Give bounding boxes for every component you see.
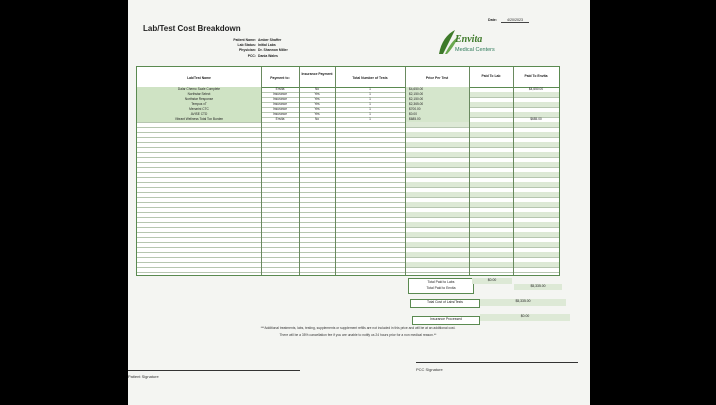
table-cell-insurance: No [314, 87, 320, 91]
date-label: Date: [488, 18, 497, 22]
table-cell-name: Vibrant Wellness Total Tox Burden [137, 117, 261, 122]
total-cost-label: Total Cost of Labs/Tests [410, 299, 480, 308]
header-lab-test-name: Lab/Test Name [187, 76, 211, 80]
column-divider [405, 67, 406, 275]
table-cell-paid-envita: $685.00 [530, 117, 542, 121]
table-cell-insurance: Yes [314, 92, 320, 96]
pcc-row: PCC: Dania Wales [247, 53, 278, 58]
total-paid-to-labs-label: Total Paid to Labs [427, 280, 455, 284]
table-cell-tests: 1 [369, 97, 371, 101]
physician-row: Physician: Dr. Shannon Miller [239, 48, 288, 53]
table-cell-name: Dalar Chemo Scale Complete [137, 87, 261, 92]
document-page [128, 0, 590, 405]
table-cell-price: $0.00 [405, 112, 469, 117]
header-paid-to-envita: Paid To Envita [524, 74, 548, 78]
patient-signature-line [128, 370, 300, 371]
date-value: 4/20/2023 [501, 18, 529, 23]
table-cell-tests: 1 [369, 107, 371, 111]
table-cell-payment: Insurance [273, 102, 287, 106]
table-cell-price: $4,650.00 [405, 87, 469, 92]
total-paid-to-envita-value: $5,335.00 [514, 284, 562, 290]
total-cost-value: $5,335.00 [480, 299, 566, 306]
table-cell-insurance: Yes [314, 112, 320, 116]
table-cell-price: $685.00 [405, 117, 469, 122]
table-cell-price: $2,150.00 [405, 92, 469, 97]
lab-status-row: Lab Status: Initial Labs [237, 43, 276, 48]
table-cell-tests: 1 [369, 117, 371, 121]
table-cell-name: Northstar Select [137, 92, 261, 97]
table-cell-payment: Insurance [273, 97, 287, 101]
pcc-signature-label: PCC Signature [416, 367, 443, 372]
header-price-per-test: Price Per Test [425, 76, 449, 80]
header-paid-to-lab: Paid To Lab [481, 74, 501, 78]
footnote-line-2: There will be a 35% cancellation fee if you are unable to notify us 24 hours prior for a non medical reason.** [279, 333, 437, 337]
table-cell-insurance: Yes [314, 97, 320, 101]
patient-name-row: Patient Name: Amber Shaffer [233, 38, 282, 42]
total-paid-to-envita-label: Total Paid to Envita [426, 286, 456, 290]
header-insurance-payment: Insurance Payment [301, 72, 333, 76]
cost-table [136, 66, 560, 276]
table-cell-tests: 1 [369, 92, 371, 96]
footnote [188, 325, 528, 339]
table-cell-tests: 1 [369, 87, 371, 91]
table-cell-price: $700.00 [405, 107, 469, 112]
total-paid-to-labs-value: $0.00 [472, 278, 512, 284]
column-divider [335, 67, 336, 275]
column-divider [469, 67, 470, 275]
column-divider [261, 67, 262, 275]
logo-wordmark: Envita [455, 34, 483, 45]
logo-subtitle: Medical Centers [455, 47, 495, 53]
header-total-tests: Total Number of Tests [352, 76, 388, 80]
table-cell-name: AVISE CTD [137, 112, 261, 117]
patient-signature-label: Patient Signature [128, 374, 159, 379]
insurance-processed-label: Insurance Processed [412, 316, 480, 325]
insurance-processed-value: $0.00 [480, 314, 570, 321]
table-cell-price: $2,150.00 [405, 97, 469, 102]
table-cell-tests: 1 [369, 102, 371, 106]
table-cell-payment: Insurance [273, 92, 287, 96]
table-cell-insurance: Yes [314, 102, 320, 106]
table-cell-payment: Envita [275, 87, 285, 91]
table-cell-payment: Insurance [273, 107, 287, 111]
table-cell-name: Northstar Response [137, 97, 261, 102]
table-cell-tests: 1 [369, 112, 371, 116]
pcc-signature-line [416, 362, 578, 363]
table-cell-paid-envita: $4,650.00 [528, 87, 544, 91]
row-divider [137, 272, 559, 273]
table-cell-insurance: Yes [314, 107, 320, 111]
table-cell-name: Menarini CTC [137, 107, 261, 112]
header-payment-to: Payment to: [270, 76, 290, 80]
footnote-line-1: ***Additional treatments, labs, testing, supplements or supplement refills are not included in this price and will be at an additional cost. [260, 326, 456, 330]
table-cell-payment: Insurance [273, 112, 287, 116]
table-cell-insurance: No [314, 117, 320, 121]
column-divider [513, 67, 514, 275]
patient-info [224, 38, 288, 59]
date-field [488, 18, 529, 23]
totals-paid-box [408, 278, 474, 294]
document-title: Lab/Test Cost Breakdown [143, 24, 241, 33]
table-cell-price: $2,365.00 [405, 102, 469, 107]
table-cell-name: Tempus xT [137, 102, 261, 107]
table-header [137, 67, 559, 88]
table-cell-payment: Envita [275, 117, 285, 121]
column-divider [299, 67, 300, 275]
